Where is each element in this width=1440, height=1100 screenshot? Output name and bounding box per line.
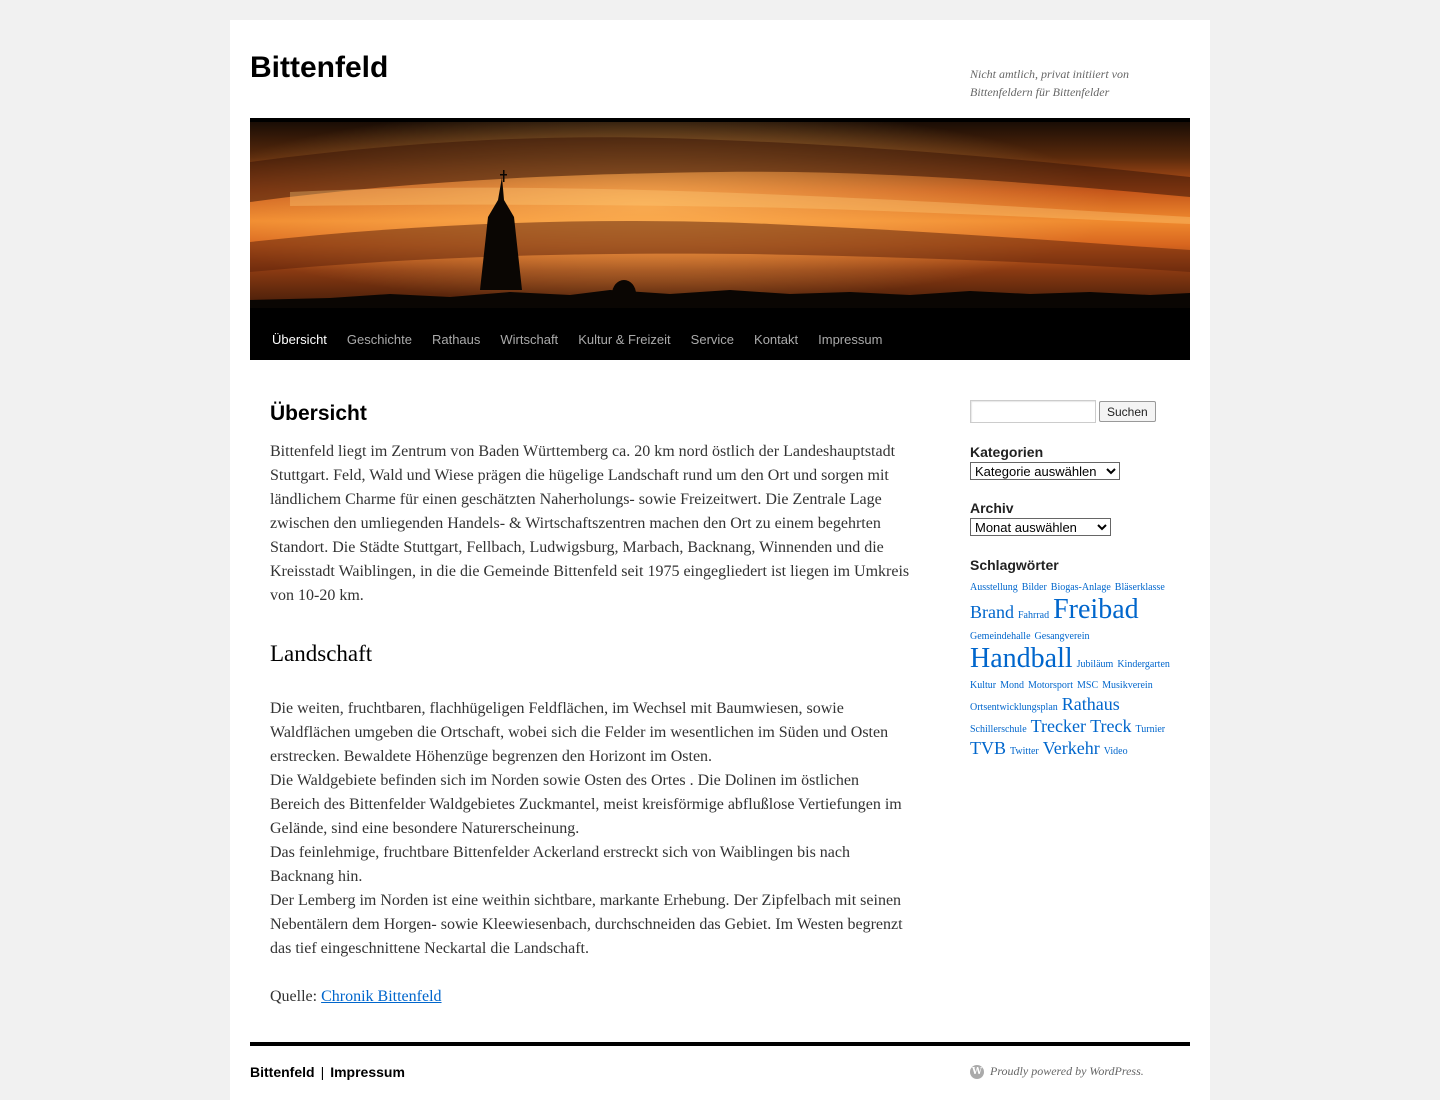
nav-item-kontakt[interactable]: Kontakt	[754, 332, 799, 347]
nav-item-wirtschaft[interactable]: Wirtschaft	[500, 332, 559, 347]
archive-title: Archiv	[970, 500, 1014, 516]
tag-link[interactable]: Video	[1103, 746, 1128, 757]
tags-title: Schlagwörter	[970, 557, 1059, 573]
search-input[interactable]	[970, 400, 1096, 423]
source-link[interactable]: Chronik Bittenfeld	[321, 988, 442, 1005]
tag-cloud	[970, 576, 1180, 761]
tag-link[interactable]: Brand	[970, 602, 1014, 622]
tag-link[interactable]: Ausstellung	[970, 582, 1018, 593]
categories-title: Kategorien	[970, 444, 1044, 460]
footer-divider	[250, 1042, 1190, 1046]
tag-link[interactable]: Kindergarten	[1117, 659, 1170, 670]
entry-content	[270, 440, 910, 1009]
tag-link[interactable]: Biogas-Anlage	[1050, 582, 1111, 593]
search-form	[970, 400, 1180, 423]
intro-paragraph: Bittenfeld liegt im Zentrum von Baden Württemberg ca. 20 km nord östlich der Landeshauptstadt Stuttgart. Feld, Wald und Wiese prägen die hügelige Landschaft rund um den Ort und sorgen mit ländlichem Charme für einen geschätzten Naherholungs- sowie Freizeitwert. Die Zentrale Lage zwischen den umliegenden Handels- & Wirtschaftszentren machen den Ort zu einem begehrten Standort. Die Städte Stuttgart, Fellbach, Ludwigsburg, Marbach, Backnang, Winnenden und die Kreisstadt Waiblingen, in die die Gemeinde Bittenfeld seit 1975 eingegliedert ist liegen im Umkreis von 10-20 km.	[270, 443, 910, 604]
nav-item-kultur-freizeit[interactable]: Kultur & Freizeit	[578, 332, 671, 347]
wordpress-icon: W	[971, 1066, 983, 1077]
landschaft-paragraph: Die weiten, fruchtbaren, flachhügeligen Feldflächen, im Wechsel mit Baumwiesen, sowie Waldflächen umgeben die Ortschaft, wobei sich die Felder im wesentlichen im Süden und Osten erstrecken. Bewaldete Höhenzüge begrenzen den Horizont im Osten.	[270, 700, 889, 765]
tag-link[interactable]: Jubiläum	[1076, 659, 1114, 670]
main-navigation	[250, 320, 1190, 360]
tag-link[interactable]: Bilder	[1021, 582, 1047, 593]
footer-separator: |	[320, 1064, 325, 1080]
source-line	[270, 985, 910, 1009]
nav-item-geschichte[interactable]: Geschichte	[346, 332, 412, 347]
categories-select[interactable]	[970, 462, 1120, 480]
page-wrapper	[230, 20, 1210, 1100]
sunset-church-image	[250, 122, 1190, 320]
landschaft-paragraph: Die Waldgebiete befinden sich im Norden sowie Osten des Ortes . Die Dolinen im östlichen Bereich des Bittenfelder Waldgebietes Zuckmantel, meist kreisförmige abflußlose Vertiefungen im Gelände, sind eine besondere Naturerscheinung.	[270, 772, 902, 837]
tag-link[interactable]: Bläserklasse	[1114, 582, 1165, 593]
footer-site-link[interactable]: Bittenfeld	[250, 1064, 315, 1080]
powered-by-link[interactable]: Proudly powered by WordPress.	[990, 1064, 1144, 1078]
header-banner-image	[250, 122, 1190, 320]
tag-link[interactable]: Mond	[1000, 680, 1025, 691]
tag-link[interactable]: Trecker Treck	[1030, 716, 1132, 736]
sidebar	[970, 400, 1180, 761]
tag-link[interactable]: TVB	[970, 738, 1006, 758]
source-label: Quelle:	[270, 988, 318, 1005]
tag-link[interactable]: Gesangverein	[1034, 631, 1090, 642]
nav-item-uebersicht[interactable]: Übersicht	[272, 332, 327, 347]
tag-link[interactable]: Schillerschule	[970, 724, 1027, 735]
search-button[interactable]: Suchen	[1099, 401, 1156, 422]
tag-link[interactable]: Ortsentwicklungsplan	[970, 702, 1058, 713]
tag-link[interactable]: Handball	[970, 643, 1073, 674]
tag-link[interactable]: Rathaus	[1061, 694, 1120, 714]
nav-item-service[interactable]: Service	[690, 332, 735, 347]
tag-link[interactable]: Freibad	[1053, 594, 1139, 625]
tag-link[interactable]: Kultur	[970, 680, 997, 691]
tag-link[interactable]: Twitter	[1010, 746, 1039, 757]
footer-credit	[970, 1064, 1144, 1079]
tag-link[interactable]: Musikverein	[1102, 680, 1153, 691]
footer-site-info	[250, 1064, 405, 1080]
site-title[interactable]: Bittenfeld	[250, 51, 389, 84]
tag-link[interactable]: Fahrrad	[1018, 610, 1050, 621]
tag-link[interactable]: Motorsport	[1028, 680, 1074, 691]
tag-link[interactable]: Verkehr	[1042, 738, 1100, 758]
tag-link[interactable]: Turnier	[1135, 724, 1166, 735]
site-description: Nicht amtlich, privat initiiert von Bittenfeldern für Bittenfelder	[970, 67, 1129, 99]
section-heading-landschaft: Landschaft	[270, 641, 373, 666]
footer-impressum-link[interactable]: Impressum	[330, 1064, 405, 1080]
landschaft-paragraph: Das feinlehmige, fruchtbare Bittenfelder Ackerland erstreckt sich von Waiblingen bis nach Backnang hin.	[270, 844, 850, 885]
nav-item-impressum[interactable]: Impressum	[818, 332, 883, 347]
landschaft-paragraph: Der Lemberg im Norden ist eine weithin sichtbare, markante Erhebung. Der Zipfelbach mit seinen Nebentälern dem Horgen- sowie Kleewiesenbach, durchschneiden das Gebiet. Im Westen begrenzt das tief eingeschnittene Neckartal die Landschaft.	[270, 892, 903, 957]
page-title: Übersicht	[270, 402, 367, 425]
nav-menu	[250, 320, 1190, 360]
tag-link[interactable]: Gemeindehalle	[970, 631, 1031, 642]
archive-select[interactable]	[970, 518, 1111, 536]
main-content	[270, 400, 910, 1009]
nav-item-rathaus[interactable]: Rathaus	[431, 332, 481, 347]
tag-link[interactable]: MSC	[1077, 680, 1099, 691]
